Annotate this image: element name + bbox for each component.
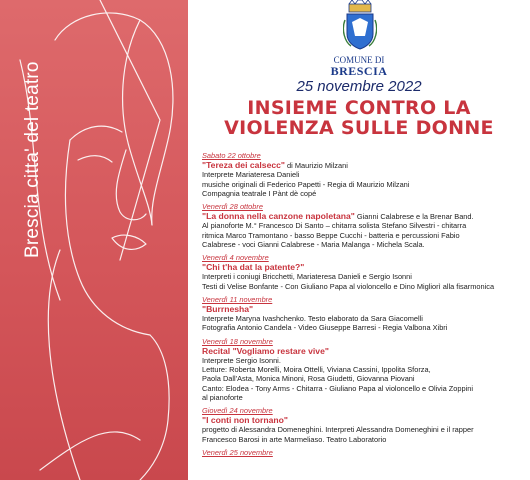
event-date-line: 25 novembre 2022 [296, 78, 422, 95]
event-title-suffix: di Maurizio Milzani [285, 161, 348, 171]
event-heading [202, 415, 528, 425]
event-detail-line: Al pianoforte M.° Francesco Di Santo – chitarra solista Stefano Silvestri - chitarra [202, 221, 467, 231]
event-date: Venerdì 11 novembre [202, 294, 273, 304]
event-heading [202, 346, 528, 356]
event-program [188, 0, 530, 480]
event-heading [202, 304, 528, 314]
city-crest-icon [343, 0, 377, 52]
event-item [202, 448, 528, 457]
event-detail-line: Compagnia teatrale I Pànt dè copé [202, 188, 317, 198]
event-detail-line: Calabrese - voci Gianni Calabrese - Maria Malanga - Michela Scala. [202, 239, 425, 249]
event-detail-line: Francesco Barosi in arte Marmeliaso. Teatro Laboratorio [202, 434, 387, 444]
event-detail-line: Testi di Velise Bonfante - Con Giuliano Papa al violoncello e Dino Migliorì alla fisarmonica [202, 281, 495, 291]
event-item [202, 151, 528, 198]
event-detail-line: musiche originali di Federico Papetti - Regia di Maurizio Milzani [202, 179, 410, 189]
event-detail-line: Interpreti i coniugi Bricchetti, Mariateresa Danieli e Sergio Isonni [202, 272, 412, 282]
event-detail-line: al pianoforte [202, 392, 243, 402]
event-title: "Chi t'ha dat la patente?" [202, 262, 305, 273]
event-detail-line: Paola Dall'Asta, Monica Minoni, Rosa Giudetti, Giovanna Piovani [202, 374, 415, 384]
headline-line-2: VIOLENZA SULLE DONNE [224, 117, 494, 139]
event-date: Sabato 22 ottobre [202, 151, 261, 160]
event-item [202, 406, 528, 444]
event-date: Venerdì 25 novembre [202, 447, 273, 457]
event-date: Venerdì 18 novembre [202, 336, 273, 346]
event-list [202, 151, 528, 461]
event-detail-line: ritmica Marco Tramontano - basso Beppe Cucchi - batteria e percussioni Fabio [202, 230, 460, 240]
comune-label: COMUNE DI [333, 55, 385, 65]
event-item [202, 337, 528, 402]
event-detail-line: Interprete Maryna Ivashchenko. Testo elaborato da Sara Giacomelli [202, 314, 423, 324]
event-date: Giovedì 24 novembre [202, 406, 273, 416]
event-title: "Burrnesha" [202, 304, 254, 315]
event-detail-line: progetto di Alessandra Domeneghini. Interpreti Alessandra Domeneghini e il rapper [202, 425, 474, 435]
vertical-side-title-wrap [2, 61, 43, 263]
event-title-suffix: Gianni Calabrese e la Brenar Band. [354, 212, 474, 222]
event-detail-line: Interprete Mariateresa Danieli [202, 170, 300, 180]
event-detail-line: Letture: Roberta Morelli, Moira Ottelli, Viviana Cassini, Ippolita Sforza, [202, 365, 431, 375]
event-title: "La donna nella canzone napoletana" [202, 211, 355, 222]
event-heading [202, 211, 528, 221]
event-heading [202, 262, 528, 272]
event-date: Venerdì 28 ottobre [202, 202, 263, 212]
event-item [202, 253, 528, 291]
event-detail-line: Canto: Elodea - Tony Arms - Chitarra - Giuliano Papa al violoncello e Olivia Zoppini [202, 383, 473, 393]
event-title: "I conti non tornano" [202, 415, 288, 426]
event-title: Recital "Vogliamo restare vive" [202, 345, 329, 356]
decorative-side-panel [0, 0, 188, 480]
event-item [202, 295, 528, 333]
event-date: Venerdì 4 novembre [202, 253, 269, 263]
city-label: BRESCIA [330, 64, 388, 78]
event-item [202, 202, 528, 249]
headline-line-1: INSIEME CONTRO LA [247, 97, 471, 119]
vertical-side-title: Brescia citta' del teatro [22, 61, 43, 258]
event-detail-line: Fotografia Antonio Candela - Video Giuseppe Barresi - Regia Valbona Xibri [202, 323, 448, 333]
event-detail-line: Interprete Sergio Isonni. [202, 356, 281, 366]
event-title: "Tereza dei calsecc" [202, 160, 285, 171]
event-heading [202, 160, 528, 170]
headline [188, 98, 530, 138]
